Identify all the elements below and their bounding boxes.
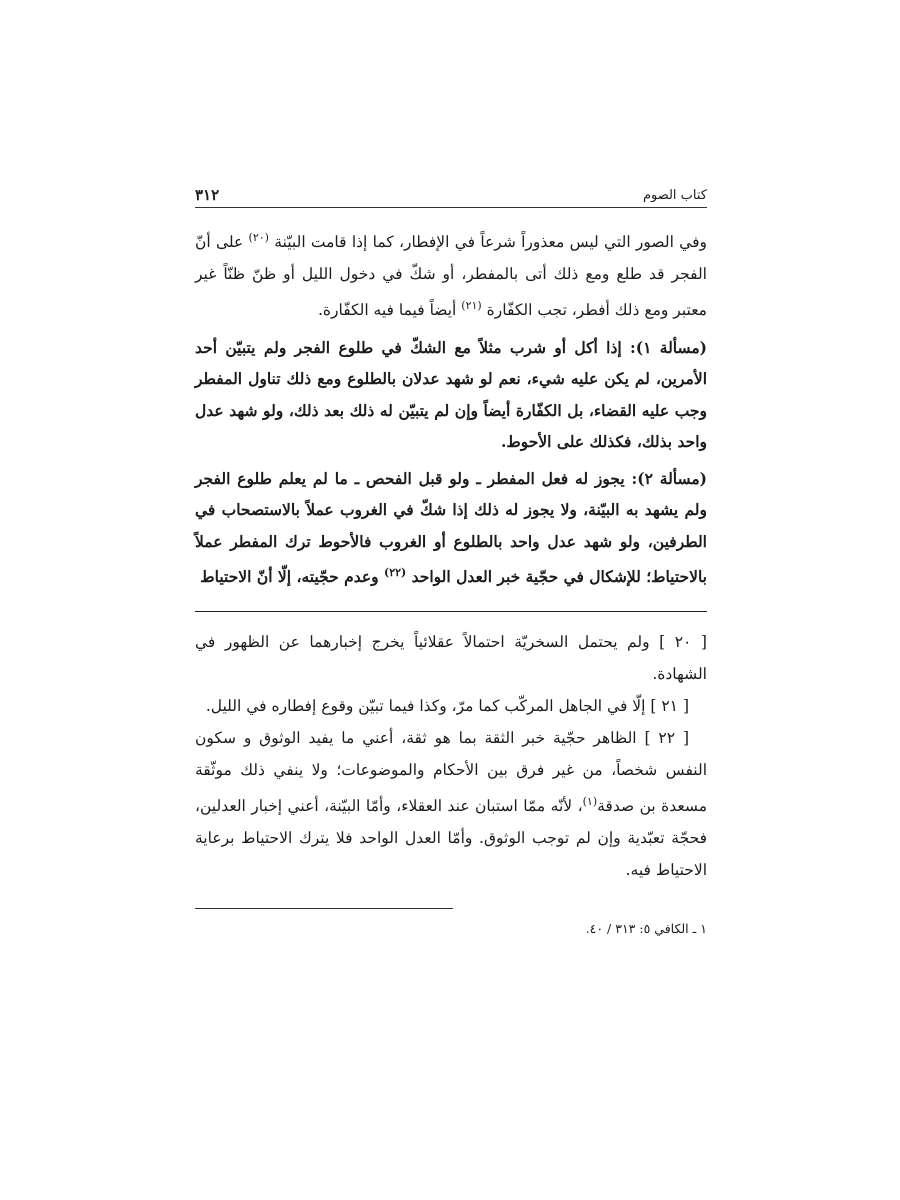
- paragraph-text: أيضاً فيما فيه الكفّارة.: [317, 301, 457, 319]
- paragraph-1: [195, 222, 707, 327]
- book-title: كتاب الصوم: [642, 188, 707, 203]
- note-20: [ ٢٠ ] ولم يحتمل السخريّة احتمالاً عقلائياً يخرج إخبارهما عن الظهور في الشهادة.: [195, 632, 707, 683]
- main-text: [195, 222, 707, 593]
- footnote-ref-20: (٢٠): [248, 231, 269, 244]
- paragraph-text: وفي الصور التي ليس معذوراً شرعاً في الإفطار، كما إذا قامت البيّنة: [274, 233, 707, 251]
- masala-1: [195, 332, 707, 458]
- note-22: [195, 722, 707, 886]
- footnote-separator: [195, 908, 453, 909]
- note-text: ، لأنّه ممّا استبان عند العقلاء، وأمّا البيّنة، أعني إخبار العدلين، فحجّة تعبّدية وإن لم توجب الوثوق. وأمّا العدل الواحد فلا يترك الاحتياط برعاية الاحتياط فيه.: [195, 796, 707, 879]
- running-header: [195, 180, 707, 206]
- footnote-ref-22: (٢٢): [383, 566, 407, 579]
- document-page: [195, 180, 707, 936]
- masala-label: (مسألة ١):: [630, 337, 707, 357]
- page-number: ٣١٢: [195, 186, 220, 204]
- masala-text: وعدم حجّيته، إلّا أنّ الاحتياط: [200, 567, 379, 586]
- paragraph-text: على أنّ الفجر قد طلع ومع ذلك أتى بالمفطر، أو شكّ في دخول الليل أو ظنّ ظنّاً غير معتبر ومع ذلك أفطر، تجب الكفّارة: [195, 233, 707, 319]
- note-text: [ ٢٢ ] الظاهر حجّية خبر الثقة بما هو ثقة، أعني ما يفيد الوثوق و سكون النفس شخصاً، من غير فرق بين الأحكام والموضوعات؛ ولا ينفي ذلك موثّقة مسعدة بن صدقة: [195, 728, 707, 815]
- footnote-ref-21: (٢١): [461, 299, 482, 312]
- note-21: [ ٢١ ] إلّا في الجاهل المركّب كما مرّ، وكذا فيما تبيّن وقوع إفطاره في الليل.: [205, 696, 689, 715]
- notes-separator: [195, 611, 707, 612]
- footnote-1: ١ ـ الكافي ٥: ٣١٣ / ٤٠.: [585, 920, 707, 936]
- masala-text: إذا أكل أو شرب مثلاً مع الشكّ في طلوع الفجر ولم يتبيّن أحد الأمرين، لم يكن عليه شيء، نعم لو شهد عدلان بالطلوع ومع ذلك تناول المفطر وجب عليه القضاء، بل الكفّارة أيضاً وإن لم يتبيّن له ذلك بعد ذلك، ولو شهد عدل واحد بذلك، فكذلك على الأحوط.: [195, 337, 707, 451]
- commentary-notes: [195, 626, 707, 886]
- header-rule: [195, 207, 707, 208]
- masala-text: يجوز له فعل المفطر ـ ولو قبل الفحص ـ ما لم يعلم طلوع الفجر ولم يشهد به البيّنة، ولا يجوز له ذلك إذا شكّ في الغروب عملاً بالاستصحاب في الطرفين، ولو شهد عدل واحد بالطلوع أو الغروب فالأحوط ترك المفطر عملاً بالاحتياط؛ للإشكال في حجّية خبر العدل الواحد: [195, 468, 707, 586]
- footnote-ref-1: (١): [582, 794, 598, 808]
- masala-label: (مسألة ٢):: [631, 468, 707, 488]
- masala-2: [195, 463, 707, 593]
